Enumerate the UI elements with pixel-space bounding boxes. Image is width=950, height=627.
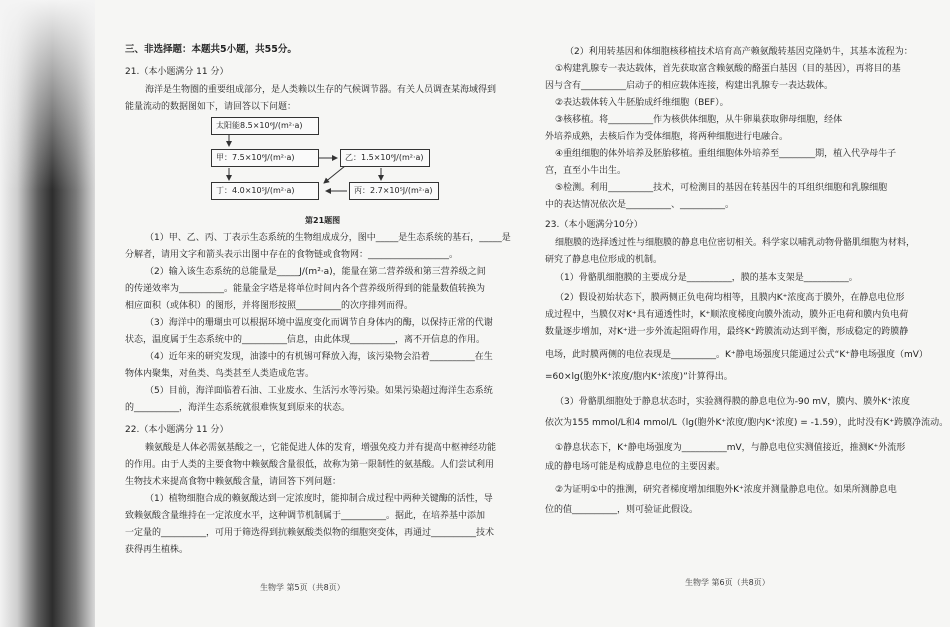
figure-ding-box: 丁：4.0×10⁵J/(m²·a) bbox=[211, 182, 319, 200]
q22-cont-line: 宫，直至小牛出生。 bbox=[545, 166, 627, 176]
figure-sun-box: 太阳能8.5×10⁶J/(m²·a) bbox=[211, 117, 319, 135]
q22-line: 的作用。由于人类的主要食物中赖氨酸含量很低，故称为第一限制性的氨基酸。人们尝试利用 bbox=[125, 460, 495, 470]
q21-line: （2）输入该生态系统的总能量是_____J/(m²·a)，能量在第二营养级和第三营养级之间 bbox=[145, 267, 486, 277]
figure-caption: 第21题图 bbox=[305, 216, 341, 225]
q22-header: 22.（本小题满分 11 分） bbox=[125, 425, 229, 435]
q22-cont-line: ④重组细胞的体外培养及胚胎移植。重组细胞体外培养至________期，植入代孕母牛子 bbox=[555, 149, 897, 159]
q21-header: 21.（本小题满分 11 分） bbox=[125, 67, 229, 77]
q21-line: （5）目前，海洋面临着石油、工业废水、生活污水等污染。如果污染超过海洋生态系统 bbox=[145, 386, 493, 396]
q23-line: 细胞膜的选择透过性与细胞膜的静息电位密切相关。科学家以哺乳动物骨骼肌细胞为材料， bbox=[555, 238, 916, 248]
q23-line: （2）假设初始状态下，膜两侧正负电荷均相等，且膜内K⁺浓度高于膜外，在静息电位形 bbox=[555, 293, 905, 303]
figure-bing-box: 丙：2.7×10⁵J/(m²·a) bbox=[349, 182, 439, 200]
q23-line: 成过程中，当膜仅对K⁺具有通透性时，K⁺顺浓度梯度向膜外流动，膜外正电荷和膜内负电荷 bbox=[545, 310, 909, 320]
q23-line: （1）骨骼肌细胞膜的主要成分是__________，膜的基本支架是__________。 bbox=[555, 273, 858, 283]
q23-line: ①静息状态下，K⁺静电场强度为__________mV，与静息电位实测值接近，推测K⁺外流形 bbox=[555, 443, 906, 453]
figure-jia-box: 甲：7.5×10⁶J/(m²·a) bbox=[211, 149, 319, 167]
page-shadow-top bbox=[0, 0, 95, 190]
q21-line: （3）海洋中的珊瑚虫可以根据环境中温度变化而调节自身体内的酶，以保持正常的代谢 bbox=[145, 318, 493, 328]
q22-cont-line: 因与含有__________启动子的相应载体连接，构建出乳腺专一表达载体。 bbox=[545, 81, 834, 91]
q21-line: 的传递效率为__________。能量金字塔是将单位时间内各个营养级所得到的能量数值转换为 bbox=[125, 284, 486, 294]
q21-intro-line-1: 海洋是生物圈的重要组成部分，是人类赖以生存的气候调节器。有关人员调查某海域得到 bbox=[145, 85, 497, 95]
section-title: 三、非选择题：本题共5小题，共55分。 bbox=[125, 44, 297, 55]
q21-line: 状态，温度属于生态系统中的__________信息，由此体现__________，离不开信息的作用。 bbox=[125, 335, 486, 345]
q22-line: 赖氨酸是人体必需氨基酸之一，它能促进人体的发育，增强免疫力并有提高中枢神经功能 bbox=[145, 443, 497, 453]
q23-line: 位的值__________，则可验证此假设。 bbox=[545, 505, 699, 515]
q23-line: 电场，此时膜两侧的电位表现是__________。K⁺静电场强度只能通过公式“K⁺静电场强度（mV） bbox=[545, 350, 928, 360]
q22-line: （1）植物细胞合成的赖氨酸达到一定浓度时，能抑制合成过程中两种关键酶的活性，导 bbox=[145, 494, 493, 504]
q21-line: 相应面积（或体积）的图形，并将图形按照__________的次序排列而得。 bbox=[125, 301, 414, 311]
q21-line: 物体内聚集，对鱼类、鸟类甚至人类造成危害。 bbox=[125, 369, 315, 379]
q23-formula-line: =60×lg(胞外K⁺浓度/胞内K⁺浓度)”计算得出。 bbox=[545, 372, 733, 382]
right-page-footer: 生物学 第6页（共8页） bbox=[685, 578, 770, 587]
q23-line: ②为证明①中的推测，研究者梯度增加细胞外K⁺浓度并测量静息电位。如果所测静息电 bbox=[555, 485, 897, 495]
q21-line: 分解者，请用文字和箭头表示出图中存在的食物链或食物网：__________________。 bbox=[125, 250, 459, 260]
figure-yi-box: 乙：1.5×10⁶J/(m²·a) bbox=[340, 149, 430, 167]
q22-cont-line: ①构建乳腺专一表达载体，首先获取富含赖氨酸的酪蛋白基因（目的基因），再将目的基 bbox=[555, 64, 901, 74]
arrow-yi-to-ding bbox=[324, 166, 345, 183]
q21-line: （4）近年来的研究发现，油漆中的有机锡可释放入海，该污染物会沿着__________在生 bbox=[145, 352, 493, 362]
q22-cont-line: 中的表达情况依次是__________、__________。 bbox=[545, 200, 735, 210]
q21-line: （1）甲、乙、丙、丁表示生态系统的生物组成成分，图中_____是生态系统的基石，_____是 bbox=[145, 233, 511, 243]
q22-cont-line: ③核移植。将__________作为核供体细胞，从牛卵巢获取卵母细胞，经体 bbox=[555, 115, 843, 125]
left-page-footer: 生物学 第5页（共8页） bbox=[260, 583, 345, 592]
q22-cont-line: ⑤检测。利用__________技术，可检测目的基因在转基因牛的耳组织细胞和乳腺细胞 bbox=[555, 183, 888, 193]
q22-cont-line: 外培养成熟，去核后作为受体细胞，将两种细胞进行电融合。 bbox=[545, 132, 789, 142]
q22-line: 获得再生植株。 bbox=[125, 545, 189, 555]
q22-line: 致赖氨酸含量维持在一定浓度水平，这种调节机制属于__________。据此，在培养基中添加 bbox=[125, 511, 486, 521]
q21-intro-line-2: 能量流动的数据图如下，请回答以下问题： bbox=[125, 102, 297, 112]
q23-line: 成的静电场可能是构成静息电位的主要因素。 bbox=[545, 462, 726, 472]
q23-line: 研究了静息电位形成的机制。 bbox=[545, 255, 663, 265]
left-page bbox=[95, 0, 535, 627]
q23-header: 23.（本小题满分10分） bbox=[545, 220, 643, 230]
q23-line: 依次为155 mmol/L和4 mmol/L（lg(胞外K⁺浓度/胞内K⁺浓度) = -1.59），此时没有K⁺跨膜净流动。 bbox=[545, 418, 949, 428]
q23-line: 数量逐步增加，对K⁺进一步外流起阻碍作用，最终K⁺跨膜流动达到平衡，形成稳定的跨膜静 bbox=[545, 327, 909, 337]
q22-cont-line: （2）利用转基因和体细胞核移植技术培育高产赖氨酸转基因克隆奶牛，其基本流程为： bbox=[565, 47, 913, 57]
right-page bbox=[535, 0, 950, 627]
q22-cont-line: ②表达载体转入牛胚胎成纤维细胞（BEF）。 bbox=[555, 98, 729, 108]
q21-line: 的__________，海洋生态系统就很难恢复到原来的状态。 bbox=[125, 403, 351, 413]
q23-line: （3）骨骼肌细胞处于静息状态时，实验测得膜的静息电位为-90 mV，膜内、膜外K⁺浓度 bbox=[555, 397, 910, 407]
q22-line: 一定量的__________，可用于筛选得到抗赖氨酸类似物的细胞突变体，再通过__________技术 bbox=[125, 528, 495, 538]
q22-line: 生物技术来提高食物中赖氨酸含量，请回答下列问题： bbox=[125, 477, 342, 487]
